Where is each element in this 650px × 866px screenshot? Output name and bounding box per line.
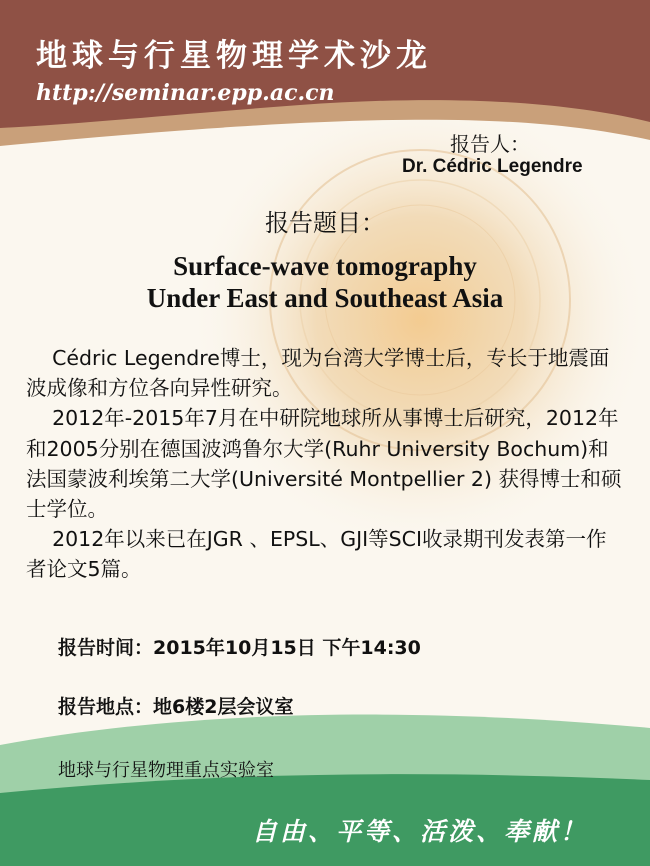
bio-paragraph-3: 2012年以来已在JGR 、EPSL、GJI等SCI收录期刊发表第一作者论文5篇。	[26, 527, 607, 582]
motto: 自由、平等、活泼、奉献！	[252, 817, 589, 846]
header-url[interactable]: http://seminar.epp.ac.cn	[36, 80, 335, 106]
talk-place: 报告地点：地6楼2层会议室	[58, 696, 294, 718]
speaker-label: 报告人：	[450, 132, 530, 156]
talk-time: 报告时间：2015年10月15日 下午14:30	[58, 637, 421, 659]
bio-paragraph-1: Cédric Legendre博士，现为台湾大学博士后，专长于地震面波成像和方位各向异性研究。	[26, 346, 610, 401]
talk-title-line-1: Surface-wave tomography	[173, 251, 477, 281]
lab-name: 地球与行星物理重点实验室	[58, 760, 274, 781]
speaker-bio	[26, 343, 626, 585]
talk-title	[0, 250, 650, 314]
speaker-name: Dr. Cédric Legendre	[402, 156, 583, 177]
bio-paragraph-2: 2012年-2015年7月在中研院地球所从事博士后研究，2012年和2005分别在德国波鸿鲁尔大学(Ruhr University Bochum)和法国蒙波利埃第二大学(Université Montpellier 2) 获得博士和硕士学位。	[26, 406, 622, 522]
talk-title-line-2: Under East and Southeast Asia	[146, 283, 504, 313]
header-title: 地球与行星物理学术沙龙	[36, 38, 432, 74]
topic-label: 报告题目：	[265, 209, 385, 237]
